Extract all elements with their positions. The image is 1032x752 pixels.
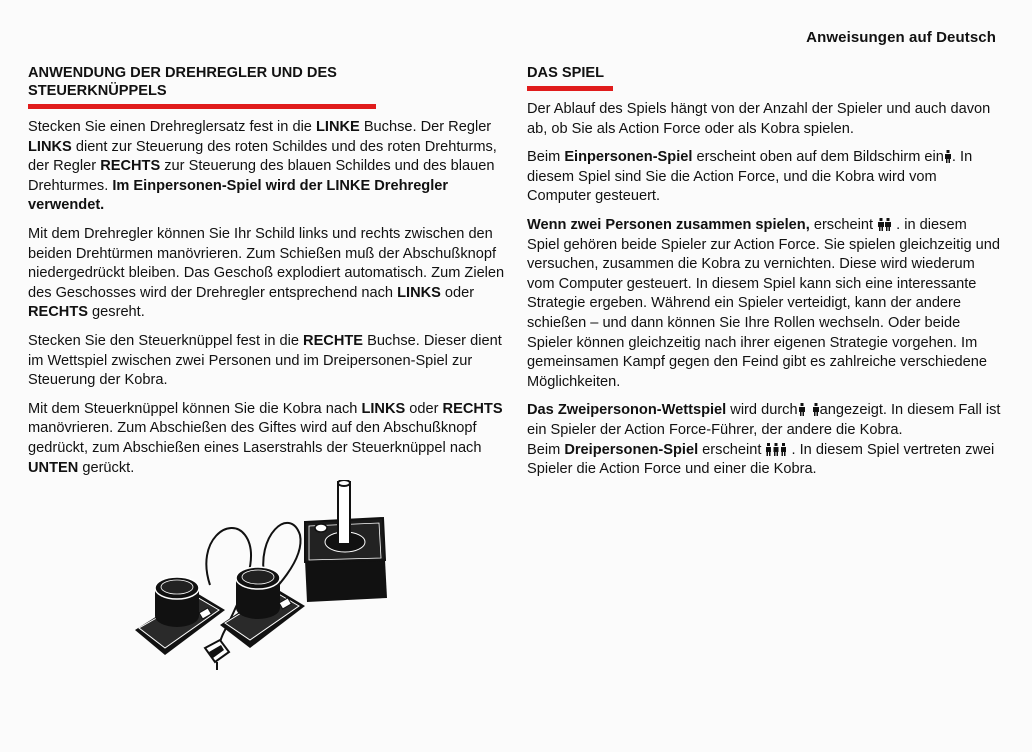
- left-paddle-icon: [135, 577, 225, 655]
- three-player-icon: [766, 443, 786, 456]
- section-heading-game: DAS SPIEL: [527, 65, 605, 81]
- paragraph-game-intro: Der Ablauf des Spiels hängt von der Anzahl der Spieler und auch davon ab, ob Sie als Action Force oder als Kobra spielen.: [527, 101, 991, 137]
- paragraph-two-player-coop: Wenn zwei Personen zusammen spielen, erscheint . in diesem Spiel gehören beide Spieler zur Action Force. Sie spielen gleichzeitig und versuchen, zusammen die Kobra zu vernichten. Diese wird wiederum vom Computer gesteuert. In diesem Spiel kann sich eine interessante Strategie ergeben. Während ein Spieler verteidigt, kann der andere schießen – und dann können Sie Ihre Rollen wechseln. Oder beide Spieler können gleichzeitig nach ihrer eigenen Strategie vorgehen. Im gemeinsamen Kampf gegen den Feind gibt es zahlreiche verschiedene Möglichkeiten.: [527, 216, 1000, 390]
- red-rule: [527, 86, 613, 91]
- heading-line-1: ANWENDUNG DER DREHREGLER UND DES: [28, 65, 337, 81]
- page-header: Anweisungen auf Deutsch: [806, 29, 996, 46]
- connector-plug-icon: [205, 640, 229, 670]
- paragraph-paddles: Stecken Sie einen Drehreglersatz fest in die LINKE Buchse. Der Regler LINKS dient zur Steuerung des roten Schildes und des roten Drehturms, der Regler RECHTS zur Steuerung des blauen Schildes und des blauen Drehturmes. Im Einpersonen-Spiel wird der LINKE Drehregler verwendet.: [28, 119, 497, 214]
- joystick-icon: [305, 480, 387, 602]
- paragraph-joystick-usage: Mit dem Steuerknüppel können Sie die Kobra nach LINKS oder RECHTS manövrieren. Zum Abschießen des Giftes wird auf den Abschußknopf gedrückt, zum Abschießen eines Laserstrahls der Steuerknüppel nach UNTEN gerückt.: [28, 400, 503, 476]
- heading-line-2: STEUERKNÜPPELS: [28, 83, 167, 99]
- left-column: [28, 64, 508, 487]
- right-column: [527, 64, 1001, 489]
- controllers-illustration: [125, 480, 395, 680]
- paragraph-paddle-usage: Mit dem Drehregler können Sie Ihr Schild links und rechts zwischen den beiden Drehtürmen manövrieren. Zum Schießen muß der Abschußknopf niedergedrückt bleiben. Das Geschoß explodiert automatisch. Zum Zielen des Geschosses wird der Drehregler entsprechend nach LINKS oder RECHTS gesreht.: [28, 225, 505, 321]
- paragraph-three-player: Beim Dreipersonen-Spiel erscheint . In diesem Spiel vertreten zwei Spieler die Action Force und einer die Kobra.: [527, 441, 995, 478]
- paragraph-versus: Das Zweipersonon-Wettspiel wird durch angezeigt. In diesem Fall ist ein Spieler der Action Force-Führer, der andere die Kobra.: [527, 402, 1001, 438]
- right-paddle-icon: [220, 567, 305, 648]
- red-rule: [28, 104, 376, 109]
- paragraph-one-player: Beim Einpersonen-Spiel erscheint oben auf dem Bildschirm ein . In diesem Spiel sind Sie die Action Force, und die Kobra wird vom Computer gesteuert.: [527, 149, 973, 205]
- paragraph-joystick: Stecken Sie den Steuerknüppel fest in die RECHTE Buchse. Dieser dient im Wettspiel zwischen zwei Personen und im Dreipersonen-Spiel zur Steuerung der Kobra.: [28, 332, 502, 389]
- section-heading-controllers: [28, 64, 508, 100]
- one-player-icon: [945, 150, 951, 163]
- two-player-icon: [878, 218, 891, 231]
- versus-icon: [799, 403, 819, 416]
